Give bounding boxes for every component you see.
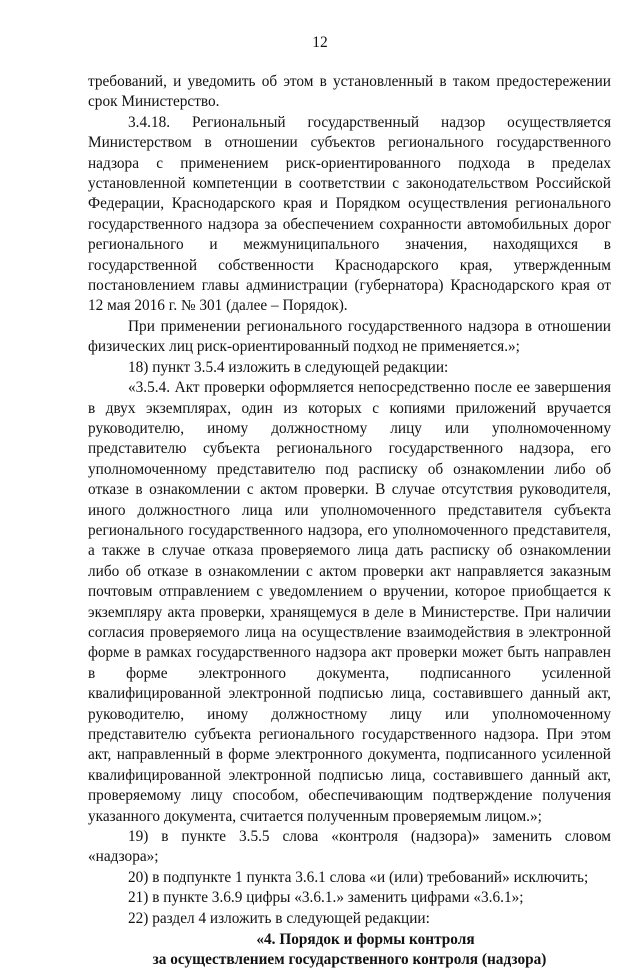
section-heading-line-2: за осуществлением государственного контроля (надзора) xyxy=(152,951,547,969)
paragraph-item-22: 22) раздел 4 изложить в следующей редакции: xyxy=(128,909,430,927)
paragraph-physical-persons: При применении регионального государственного надзора в отношении физических лиц риск-ориентированный подход не применяется.»; xyxy=(88,317,611,356)
paragraph-3-4-18: 3.4.18. Региональный государственный надзор осуществляется Министерством в отношении субъектов регионального государственного надзора с применением риск-ориентированного подхода в пределах установленной компетенции в соответствии с законодательством Российской Федерации, Краснодарского края и Порядком осуществления регионального государственного надзора за обеспечением сохранности автомобильных дорог регионального и межмуниципального значения, находящихся в государственной собственности Краснодарского края, утвержденным постановлением главы администрации (губернатора) Краснодарского края от 12 мая 2016 г. № 301 (далее – Порядок). xyxy=(88,113,611,315)
section-heading-line-1: «4. Порядок и формы контроля xyxy=(256,931,475,949)
paragraph-item-20: 20) в подпункте 1 пункта 3.6.1 слова «и (или) требований» исключить; xyxy=(128,868,589,886)
paragraph-item-18: 18) пункт 3.5.4 изложить в следующей редакции: xyxy=(128,358,449,376)
page-number: 12 xyxy=(312,34,328,51)
paragraph-item-19: 19) в пункте 3.5.5 слова «контроля (надзора)» заменить словом «надзора»; xyxy=(88,828,611,866)
document-body xyxy=(88,72,611,971)
paragraph-3-5-4: «3.5.4. Акт проверки оформляется непосредственно после ее завершения в двух экземплярах, один из которых с копиями приложений вручается руководителю, иному должностному лицу или уполномоченному представителю субъекта регионального государственного надзора, его уполномоченному представителю под расписку об ознакомлении либо об отказе в ознакомлении с актом проверки. В случае отсутствия руководителя, иного должностного лица или уполномоченного представителя субъекта регионального государственного надзора, его уполномоченного представителя, а также в случае отказа проверяемого лица дать расписку об ознакомлении либо об отказе в ознакомлении с актом проверки акт направляется заказным почтовым отправлением с уведомлением о вручении, которое приобщается к экземпляру акта проверки, хранящемуся в деле в Министерстве. При наличии согласия проверяемого лица на осуществление взаимодействия в электронной форме в рамках государственного надзора акт проверки может быть направлен в форме электронного документа, подписанного усиленной квалифицированной электронной подписью лица, составившего данный акт, руководителю, иному должностному лицу или уполномоченному представителю субъекта регионального государственного надзора. При этом акт, направленный в форме электронного документа, подписанного усиленной квалифицированной электронной подписью лица, составившего данный акт, проверяемому лицу способом, обеспечивающим подтверждение получения указанного документа, считается полученным проверяемым лицом.»; xyxy=(88,379,611,825)
paragraph-continuation: требований, и уведомить об этом в установленный в таком предостережении срок Министерство. xyxy=(88,73,611,111)
paragraph-item-21: 21) в пункте 3.6.9 цифры «3.6.1.» заменить цифрами «3.6.1»; xyxy=(128,889,524,907)
